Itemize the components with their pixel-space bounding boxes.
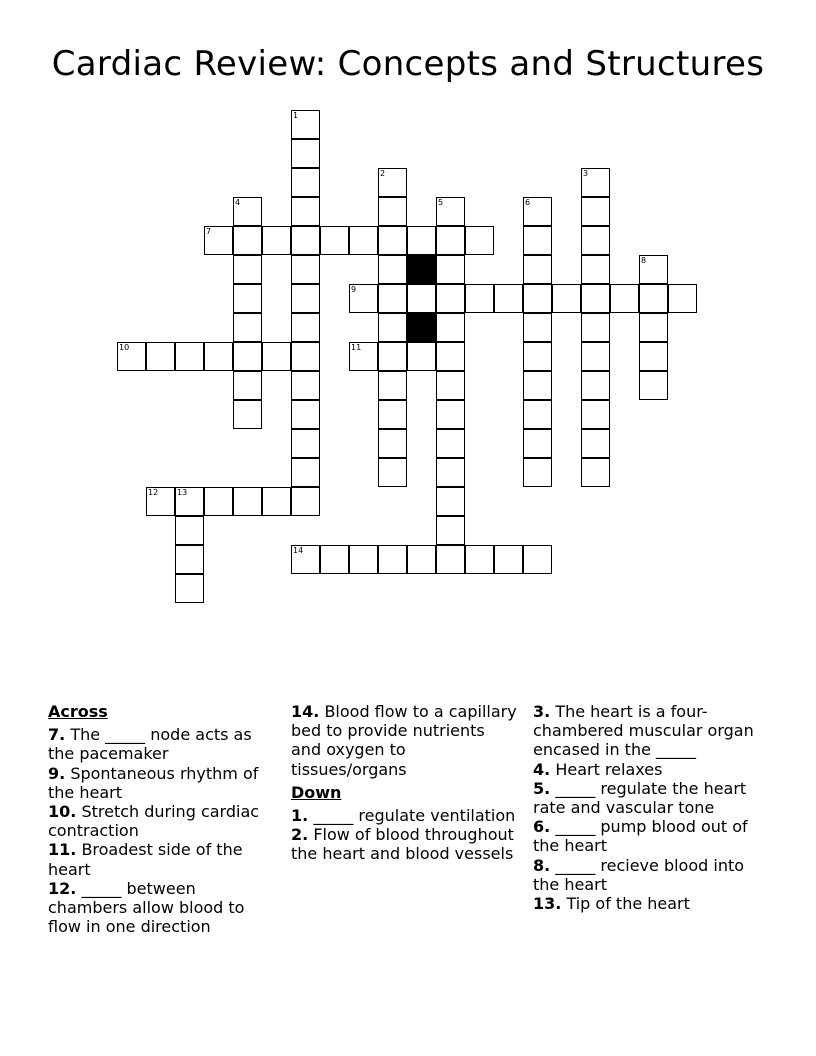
cell-number: 3 xyxy=(583,169,589,178)
cell-number: 8 xyxy=(641,256,647,265)
grid-cell[interactable] xyxy=(349,545,378,574)
grid-block xyxy=(407,255,436,284)
grid-cell[interactable] xyxy=(436,197,465,226)
clue-text: Broadest side of the heart xyxy=(48,840,243,879)
grid-cell[interactable] xyxy=(291,255,320,284)
clues-column-1 xyxy=(48,702,276,936)
cell-number: 4 xyxy=(235,198,241,207)
clue-down-2 xyxy=(291,825,519,863)
grid-cell[interactable] xyxy=(175,545,204,574)
grid-cell[interactable] xyxy=(523,255,552,284)
cell-number: 7 xyxy=(206,227,212,236)
grid-cell[interactable] xyxy=(523,313,552,342)
clue-number: 10. xyxy=(48,802,77,822)
cell-number: 14 xyxy=(293,546,304,555)
grid-cell[interactable] xyxy=(175,574,204,603)
clue-number: 5. xyxy=(533,778,551,798)
grid-cell[interactable] xyxy=(436,284,465,313)
clue-across-11 xyxy=(48,840,276,878)
grid-cell[interactable] xyxy=(291,313,320,342)
cell-number: 12 xyxy=(148,488,159,497)
clue-text: _____ regulate the heart rate and vascular tone xyxy=(533,778,747,818)
grid-cell[interactable] xyxy=(291,168,320,197)
clue-text: Tip of the heart xyxy=(566,894,690,914)
grid-cell[interactable] xyxy=(291,284,320,313)
grid-cell[interactable] xyxy=(233,400,262,429)
clue-text: _____ pump blood out of the heart xyxy=(533,817,748,856)
clue-text: _____ recieve blood into the heart xyxy=(533,855,745,894)
clue-number: 2. xyxy=(291,825,309,845)
grid-cell[interactable] xyxy=(581,284,610,313)
cell-number: 9 xyxy=(351,285,357,294)
cell-number: 6 xyxy=(525,198,531,207)
grid-cell[interactable] xyxy=(523,342,552,371)
grid-cell[interactable] xyxy=(378,313,407,342)
grid-cell[interactable] xyxy=(523,197,552,226)
grid-cell[interactable] xyxy=(639,342,668,371)
grid-cell[interactable] xyxy=(436,371,465,400)
grid-cell[interactable] xyxy=(494,545,523,574)
clue-text: The _____ node acts as the pacemaker xyxy=(48,725,252,764)
cell-number: 13 xyxy=(177,488,188,497)
grid-cell[interactable] xyxy=(233,487,262,516)
across-heading: Across xyxy=(48,702,108,721)
grid-cell[interactable] xyxy=(436,400,465,429)
cell-number: 2 xyxy=(380,169,386,178)
grid-cell[interactable] xyxy=(262,226,291,255)
clue-down-5 xyxy=(533,779,761,817)
grid-cell[interactable] xyxy=(581,400,610,429)
grid-cell[interactable] xyxy=(291,487,320,516)
grid-cell[interactable] xyxy=(639,313,668,342)
clue-number: 8. xyxy=(533,855,551,875)
clue-number: 1. xyxy=(291,806,309,826)
grid-cell[interactable] xyxy=(262,487,291,516)
grid-cell[interactable] xyxy=(175,516,204,545)
grid-cell[interactable] xyxy=(349,342,378,371)
clue-down-4 xyxy=(533,760,761,779)
grid-cell[interactable] xyxy=(378,255,407,284)
down-heading: Down xyxy=(291,782,342,802)
grid-cell[interactable] xyxy=(175,487,204,516)
grid-cell[interactable] xyxy=(610,284,639,313)
grid-cell[interactable] xyxy=(378,284,407,313)
grid-cell[interactable] xyxy=(175,342,204,371)
grid-cell[interactable] xyxy=(494,284,523,313)
grid-cell[interactable] xyxy=(378,400,407,429)
grid-cell[interactable] xyxy=(378,458,407,487)
grid-cell[interactable] xyxy=(233,284,262,313)
grid-cell[interactable] xyxy=(581,197,610,226)
clues-column-3 xyxy=(533,702,761,913)
grid-cell[interactable] xyxy=(407,545,436,574)
grid-cell[interactable] xyxy=(378,342,407,371)
clue-number: 14. xyxy=(291,702,320,721)
clue-down-8 xyxy=(533,856,761,894)
clue-text: _____ regulate ventilation xyxy=(313,806,516,826)
cell-number: 1 xyxy=(293,111,299,120)
grid-cell[interactable] xyxy=(378,429,407,458)
clue-across-14 xyxy=(291,702,519,779)
grid-cell[interactable] xyxy=(639,284,668,313)
grid-cell[interactable] xyxy=(581,255,610,284)
grid-cell[interactable] xyxy=(407,284,436,313)
grid-cell[interactable] xyxy=(523,371,552,400)
grid-cell[interactable] xyxy=(639,371,668,400)
grid-cell[interactable] xyxy=(291,400,320,429)
grid-cell[interactable] xyxy=(291,197,320,226)
grid-cell[interactable] xyxy=(204,487,233,516)
clue-number: 12. xyxy=(48,878,77,898)
clue-down-13 xyxy=(533,894,761,913)
grid-cell[interactable] xyxy=(262,342,291,371)
grid-cell[interactable] xyxy=(581,342,610,371)
clue-across-12 xyxy=(48,879,276,937)
grid-cell[interactable] xyxy=(204,226,233,255)
grid-cell[interactable] xyxy=(465,226,494,255)
clue-number: 9. xyxy=(48,763,66,783)
grid-cell[interactable] xyxy=(465,284,494,313)
grid-cell[interactable] xyxy=(523,226,552,255)
clue-down-3 xyxy=(533,702,761,760)
grid-cell[interactable] xyxy=(581,313,610,342)
grid-cell[interactable] xyxy=(378,545,407,574)
grid-cell[interactable] xyxy=(320,545,349,574)
grid-cell[interactable] xyxy=(378,371,407,400)
clue-number: 11. xyxy=(48,840,77,860)
grid-cell[interactable] xyxy=(436,545,465,574)
grid-cell[interactable] xyxy=(668,284,697,313)
grid-cell[interactable] xyxy=(436,429,465,458)
grid-cell[interactable] xyxy=(436,342,465,371)
cell-number: 11 xyxy=(351,343,362,352)
grid-cell[interactable] xyxy=(523,429,552,458)
grid-cell[interactable] xyxy=(407,226,436,255)
clue-text: The heart is a four-chambered muscular organ encased in the _____ xyxy=(533,702,754,760)
grid-cell[interactable] xyxy=(146,487,175,516)
grid-cell[interactable] xyxy=(581,429,610,458)
grid-cell[interactable] xyxy=(523,458,552,487)
grid-cell[interactable] xyxy=(291,458,320,487)
clue-across-9 xyxy=(48,764,276,802)
cell-number: 10 xyxy=(119,343,130,352)
grid-cell[interactable] xyxy=(523,400,552,429)
clue-across-10 xyxy=(48,802,276,840)
grid-cell[interactable] xyxy=(291,110,320,139)
clue-number: 6. xyxy=(533,817,551,837)
grid-cell[interactable] xyxy=(291,429,320,458)
clue-across-7 xyxy=(48,725,276,763)
grid-cell[interactable] xyxy=(581,458,610,487)
clue-number: 7. xyxy=(48,725,66,745)
grid-cell[interactable] xyxy=(407,342,436,371)
clue-text: Heart relaxes xyxy=(555,759,663,779)
grid-cell[interactable] xyxy=(320,226,349,255)
grid-cell[interactable] xyxy=(378,197,407,226)
grid-cell[interactable] xyxy=(291,545,320,574)
grid-cell[interactable] xyxy=(436,313,465,342)
grid-cell[interactable] xyxy=(581,168,610,197)
grid-cell[interactable] xyxy=(233,313,262,342)
grid-cell[interactable] xyxy=(233,226,262,255)
grid-cell[interactable] xyxy=(378,168,407,197)
grid-cell[interactable] xyxy=(233,255,262,284)
clue-text: Flow of blood throughout the heart and blood vessels xyxy=(291,825,514,864)
clue-text: _____ between chambers allow blood to flow in one direction xyxy=(48,878,245,937)
grid-cell[interactable] xyxy=(639,255,668,284)
grid-cell[interactable] xyxy=(436,516,465,545)
grid-cell[interactable] xyxy=(291,342,320,371)
grid-cell[interactable] xyxy=(581,371,610,400)
clue-number: 4. xyxy=(533,759,551,779)
grid-cell[interactable] xyxy=(233,197,262,226)
grid-cell[interactable] xyxy=(349,284,378,313)
grid-cell[interactable] xyxy=(436,255,465,284)
grid-cell[interactable] xyxy=(233,371,262,400)
clue-down-6 xyxy=(533,817,761,855)
clues-column-2 xyxy=(291,702,519,864)
grid-block xyxy=(407,313,436,342)
grid-cell[interactable] xyxy=(349,226,378,255)
grid-cell[interactable] xyxy=(436,487,465,516)
grid-cell[interactable] xyxy=(465,545,494,574)
cell-number: 5 xyxy=(438,198,444,207)
grid-cell[interactable] xyxy=(581,226,610,255)
grid-cell[interactable] xyxy=(523,284,552,313)
grid-cell[interactable] xyxy=(378,226,407,255)
grid-cell[interactable] xyxy=(291,226,320,255)
grid-cell[interactable] xyxy=(146,342,175,371)
grid-cell[interactable] xyxy=(233,342,262,371)
clue-text: Blood flow to a capillary bed to provide nutrients and oxygen to tissues/organs xyxy=(291,702,517,779)
grid-cell[interactable] xyxy=(436,226,465,255)
clue-number: 13. xyxy=(533,894,562,914)
grid-cell[interactable] xyxy=(117,342,146,371)
clue-text: Stretch during cardiac contraction xyxy=(48,802,260,841)
grid-cell[interactable] xyxy=(552,284,581,313)
clue-number: 3. xyxy=(533,702,551,721)
grid-cell[interactable] xyxy=(436,458,465,487)
grid-cell[interactable] xyxy=(204,342,233,371)
grid-cell[interactable] xyxy=(291,371,320,400)
grid-cell[interactable] xyxy=(523,545,552,574)
grid-cell[interactable] xyxy=(291,139,320,168)
clue-down-1 xyxy=(291,806,519,825)
page-title: Cardiac Review: Concepts and Structures xyxy=(51,44,765,84)
clue-text: Spontaneous rhythm of the heart xyxy=(48,763,259,802)
